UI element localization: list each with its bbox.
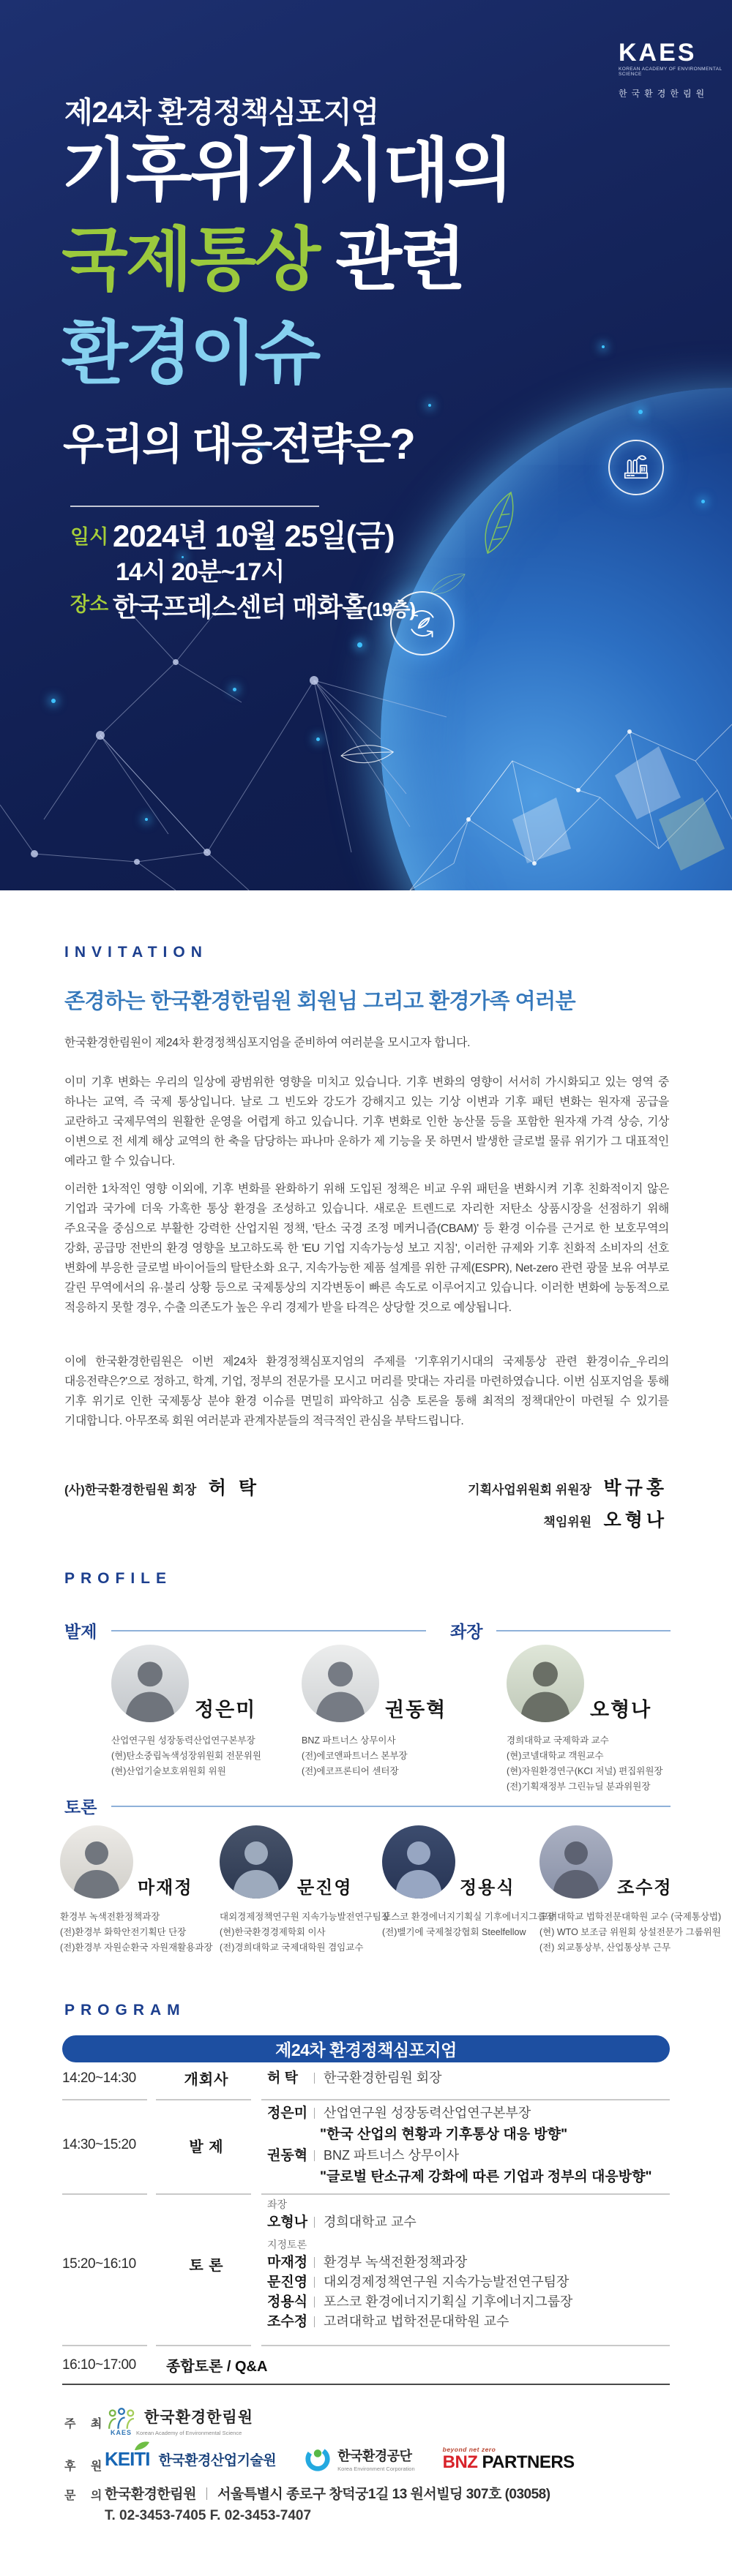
glow-dot [602,345,605,348]
speaker-name: 오형나 [590,1699,652,1721]
program-entry: 정용식 포스코 환경에너지기획실 기후에너지그룹장 [267,2294,573,2310]
keiti-name: 한국환경산업기술원 [158,2452,277,2468]
presentation-title: "글로벌 탄소규제 강화에 따른 기업과 정부의 대응방향" [320,2169,652,2185]
group-label-presenters: 발제 [64,1622,97,1641]
kaes-logo-subtext: KOREAN ACADEMY OF ENVIRONMENTAL SCIENCE [619,67,722,77]
invitation-paragraph-2: 이미 기후 변화는 우리의 일상에 광범위한 영향을 미치고 있습니다. 기후 변화의 영향이 서서히 가시화되고 있는 영역 중 하나는 교역, 즉 국제 통상입니다. 날로 그 빈도와 강도가 강해지고 있는 기상 이변과 기후 패턴 변화는 원자재 공급을 교란하고 국제무역의 원활한 운영을 어렵게 하고 있습니다. 기후 변화로 인한 농산물 등을 포함한 원자재 가격 상승, 기상 이변으로 전 세계 해상 교역의 한 축을 담당하는 파나마 운하가 제 기능을 못 하면서 발생한 글로벌 물류 위기가 그 대표적인 예라고 할 수 있습니다. [64,1076,669,1168]
speaker-name: 권동혁 [385,1699,447,1721]
host-label: 주 최 [64,2418,108,2430]
contact-addr: 서울특별시 종로구 창덕궁1길 13 원서빌딩 307호 (03058) [217,2487,550,2502]
program-time: 14:20~14:30 [62,2070,136,2086]
kec-name: 한국환경공단 [337,2449,412,2463]
presentation-title: "한국 산업의 현황과 기후통상 대응 방향" [320,2127,568,2142]
profile-card [60,1825,212,1956]
speaker-details: BNZ 파트너스 상무이사 (전)에코앤파트너스 본부장 (전)에코프론티어 센터장 [302,1735,408,1776]
program-time: 14:30~15:20 [62,2137,136,2152]
speaker-photo [382,1825,455,1899]
program-label: 토 론 [189,2258,224,2274]
profile-card [111,1645,261,1779]
profile-card [382,1825,555,1940]
signature-right1-name: 박규홍 [603,1478,668,1498]
glow-dot [428,404,431,407]
title-line-2-rest: 관련 [318,221,464,298]
contact-phone: T. 02-3453-7405 F. 02-3453-7407 [105,2508,312,2523]
divider [314,2257,315,2268]
speaker-name: 정은미 [195,1699,257,1721]
keiti-leaf-icon [134,2441,150,2451]
table-divider [62,2345,147,2346]
profile-card [220,1825,390,1956]
table-divider [156,2099,251,2100]
chair-sublabel: 좌장 [267,2198,288,2210]
speaker-photo [539,1825,613,1899]
hero-section [0,0,732,890]
glow-dot [51,699,56,703]
speaker-photo [302,1645,379,1722]
program-entry: 오형나 경희대학교 교수 [267,2215,417,2230]
speaker-photo [507,1645,584,1722]
panel-sublabel: 지정토론 [267,2239,307,2250]
program-entry: 조수정 고려대학교 법학전문대학원 교수 [267,2314,509,2329]
profile-section-header: PROFILE [64,1570,173,1587]
signature-right1-role: 기획사업위원회 위원장 [468,1483,592,1497]
table-divider [62,2099,147,2100]
symposium-eyebrow: 제24차 환경정책심포지엄 [64,97,379,129]
date-value: 2024년 10월 25일(금) [113,519,395,553]
kaes-logo-text: KAES [619,39,697,67]
venue-value: 한국프레스센터 매화홀(19층) [113,592,416,622]
glow-dot [638,410,643,414]
date-label: 일시 [70,526,109,548]
signature-right2-name: 오형나 [603,1510,668,1531]
group-line [496,1630,671,1631]
speaker-name: 문진영 [297,1878,353,1898]
factory-icon [608,440,664,495]
divider [314,2108,315,2119]
kaes-mark-icon [105,2406,138,2432]
signature-right-line1 [468,1473,668,1500]
kaes-footer-logo [105,2406,253,2436]
signature-left-name: 허 탁 [208,1478,260,1498]
profile-card [507,1645,662,1795]
invitation-paragraph-3: 이러한 1차적인 영향 이외에, 기후 변화를 완화하기 위해 도입된 정책은 비교 우위 패턴을 변화시켜 기후 친화적이지 않은 기업과 국가에 더욱 가혹한 통상 환경을 조성하고 있습니다. 새로운 트렌드로 자리한 저탄소 상품시장을 선점하기 위해 주요국을 중심으로 부활한 강력한 산업지원 정책, '탄소 국경 조정 메커니즘(CBAM)' 등 환경 이슈를 근거로 한 보호무역의 강화, 공급망 전반의 환경 영향을 보고하도록 한 'EU 기업 지속가능성 보고 지침', 이러한 규제와 기후 친화적 소비자의 선호 변화에 부응한 글로벌 바이어들의 탈탄소화 요구, 지속가능한 제품 설계를 위한 규제(ESPR), Net-zero 관련 광물 보유 여부로 갈린 무역에서의 유·불리 상황 등으로 국제통상의 지각변동이 빠른 속도로 이루어지고 있습니다. 이러한 변화에 능동적으로 적응하지 못할 경우, 수출 의존도가 높은 우리 경제가 받을 타격은 상당할 것으로 예상됩니다. [64,1183,669,1314]
bnz-red-text: BNZ [442,2452,478,2472]
speaker-name: 정용식 [460,1878,515,1898]
event-date-row [70,512,394,556]
invitation-paragraph-4: 이에 한국환경한림원은 이번 제24차 환경정책심포지엄의 주제를 '기후위기시대의 국제통상 관련 환경이슈_우리의 대응전략은?'으로 정하고, 학계, 기업, 정부의 전문가를 모시고 머리를 맞대는 자리를 마련하였습니다. 이번 심포지엄을 통해 기후 위기로 인한 국제통상 분야 환경 이슈를 면밀히 파악하고 심층 토론을 통해 최적의 정책대안이 마련될 수 있기를 기대합니다. 아무쪼록 회원 여러분과 관계자분들의 적극적인 관심을 부탁드립니다. [64,1356,669,1427]
keiti-logo [105,2448,276,2471]
table-divider [261,2193,670,2195]
contact-address [105,2483,550,2503]
speaker-details: 환경부 녹색전환정책과장 (전)환경부 화학안전기획단 단장 (전)환경부 자원순환국 자원재활용과장 [60,1912,213,1953]
invitation-paragraph-1: 한국환경한림원이 제24차 환경정책심포지엄을 준비하여 여러분을 모시고자 합니다. [64,1037,471,1049]
program-entry: 정은미 산업연구원 성장동력산업연구본부장 [267,2106,531,2121]
kec-eng-name: Korea Environment Corporation [337,2466,415,2472]
speaker-details: 산업연구원 성장동력산업연구본부장 (현)탄소중립녹색성장위원회 전문위원 (현)산업기술보호위원회 위원 [111,1735,261,1776]
divider [314,2316,315,2327]
program-label: 발 제 [189,2138,224,2155]
keiti-abbr: KEITI [105,2447,150,2470]
program-entry: 허 탁 한국환경한림원 회장 [267,2070,442,2086]
sponsor-logos [105,2445,575,2473]
group-label-chair: 좌장 [450,1622,483,1641]
program-time: 15:20~16:10 [62,2256,136,2272]
greeting-post: 회원님 그리고 환경가족 여러분 [291,990,576,1013]
program-label: 개회사 [184,2072,229,2088]
contact-label: 문 의 [64,2490,108,2502]
leaf-graphic [468,492,530,553]
glow-dot [233,688,236,691]
program-row-presentations [62,2103,670,2188]
glow-dot [145,818,148,821]
group-label-discussion: 토론 [64,1798,97,1817]
table-divider [156,2345,251,2346]
greeting-org: 한국환경한림원 [150,990,292,1013]
program-table-header: 제24차 환경정책심포지엄 [62,2035,670,2062]
speaker-name: 마재정 [138,1878,193,1898]
greeting-pre: 존경하는 [64,990,151,1013]
table-divider [62,2193,147,2195]
speaker-name: 조수정 [617,1878,673,1898]
divider [314,2073,315,2084]
speaker-photo [220,1825,293,1899]
group-line [111,1806,671,1807]
host-eng-name: Korean Academy of Environmental Science [136,2429,242,2436]
glow-dot [316,737,320,741]
speaker-photo [111,1645,189,1722]
title-line-2 [61,219,464,300]
hero-divider [70,506,319,507]
host-kaes-abbr: KAES [111,2429,132,2436]
title-subtitle: 우리의 대응전략은? [63,421,414,468]
greeting-heading [64,985,575,1015]
speaker-details: 경희대학교 국제학과 교수 (현)코넬대학교 객원교수 (현)자원환경연구(KCI 저널) 편집위원장 (전)기획재정부 그린뉴딜 분과위원장 [507,1735,663,1792]
speaker-details: 고려대학교 법학전문대학원 교수 (국제통상법) (현) WTO 보조금 위원회 상설전문가 그룹위원 (전) 외교통상부, 산업통상부 근무 [539,1912,722,1953]
table-divider [261,2099,670,2100]
program-entry: 권동혁 BNZ 파트너스 상무이사 [267,2148,460,2163]
invitation-section-header: INVITATION [64,944,208,961]
kaes-logo [619,40,732,99]
speaker-photo [60,1825,133,1899]
divider [314,2150,315,2161]
signature-left-role: (사)한국환경한림원 회장 [64,1483,197,1497]
program-row-opening [62,2068,670,2089]
bnz-black-text: PARTNERS [482,2452,575,2472]
table-divider [261,2345,670,2346]
kec-logo [304,2445,414,2473]
signature-right2-role: 책임위원 [543,1515,592,1529]
program-time: 16:10~17:00 [62,2357,136,2373]
sponsor-label: 후 원 [64,2460,108,2473]
venue-floor: (19층) [366,598,416,620]
program-row-discussion [62,2196,670,2332]
bnz-logo [443,2446,575,2472]
program-entry: 문진영 대외경제정책연구원 지속가능발전연구팀장 [267,2275,569,2290]
kec-mark-icon [304,2445,332,2473]
signature-right-line2 [468,1506,668,1532]
speaker-details: 대외경제정책연구원 지속가능발전연구팀장 (현)한국환경경제학회 이사 (전)경희대학교 국제대학원 겸임교수 [220,1912,390,1953]
glow-dot [701,500,705,503]
title-line-3: 환경이슈 [61,315,319,391]
profile-card [539,1825,721,1956]
time-value: 14시 20분~17시 [116,558,285,586]
divider [314,2277,315,2288]
contact-org: 한국환경한림원 [105,2487,196,2502]
event-venue-row [70,584,415,624]
program-section-header: PROGRAM [64,2002,186,2019]
bnz-tagline: beyond net zero [442,2446,496,2453]
host-org-name: 한국환경한림원 [144,2409,254,2426]
group-line [111,1630,426,1631]
glow-dot [357,642,362,647]
table-bottom-border [62,2384,670,2385]
venue-label: 장소 [70,593,109,615]
table-divider [156,2193,251,2195]
profile-card [302,1645,447,1779]
title-line-1: 기후위기시대의 [61,132,512,209]
program-row-qna [62,2354,670,2376]
signature-right [468,1473,668,1532]
title-line-2-green: 국제통상 [61,221,319,298]
divider [314,2297,315,2307]
signature-left [64,1473,260,1500]
divider [314,2217,315,2228]
speaker-details: 포스코 환경에너지기획실 기후에너지그룹장 (전)벨기에 국제철강협회 Steelfellow [382,1912,556,1937]
program-label: 종합토론 / Q&A [166,2359,268,2375]
program-entry: 마재정 환경부 녹색전환정책과장 [267,2255,468,2270]
divider [206,2487,207,2500]
kaes-logo-org: 한국환경한림원 [619,89,709,99]
